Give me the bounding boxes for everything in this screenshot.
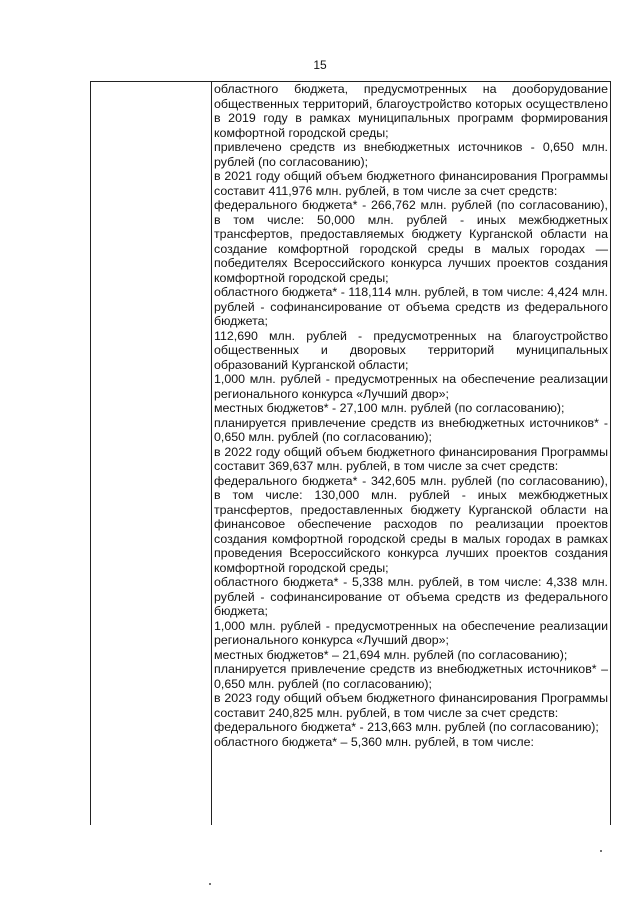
paragraph: областного бюджета* – 5,360 млн. рублей, в том числе: <box>214 734 534 749</box>
paragraph: в 2022 году общий объем бюджетного финансирования Программы составит 369,637 млн. рублей, в том числе за счет средств: <box>214 444 608 473</box>
paragraph: 1,000 млн. рублей - предусмотренных на обеспечение реализации регионального конкурса «Лучший двор»; <box>214 372 608 401</box>
paragraph: местных бюджетов* - 27,100 млн. рублей (по согласованию); <box>214 401 565 415</box>
table-left-cell <box>91 82 211 825</box>
paragraph: в 2023 году общий объем бюджетного финансирования Программы составит 240,825 млн. рублей, в том числе за счет средств: <box>214 691 608 720</box>
paragraph: местных бюджетов* – 21,694 млн. рублей (по согласованию); <box>214 647 568 662</box>
paragraph: 112,690 млн. рублей - предусмотренных на благоустройство общественных и дворовых территорий муниципальных образований Курганской области; <box>214 328 608 372</box>
table-right-cell <box>214 82 608 749</box>
paragraph: планируется привлечение средств из внебюджетных источников* - 0,650 млн. рублей (по согласованию); <box>214 415 608 444</box>
paragraph: федерального бюджета* - 342,605 млн. рублей (по согласованию), в том числе: 130,000 млн. рублей - иных межбюджетных трансфертов, предоставленных бюджету Курганской области на финансовое обеспечение расходов по реализации проектов создания комфортной городской среды в малых городах в рамках проведения Всероссийского конкурса лучших проектов создания комфортной городской среды; <box>214 473 608 575</box>
paragraph: федерального бюджета* - 266,762 млн. рублей (по согласованию), в том числе: 50,000 млн. рублей - иных межбюджетных трансфертов, предоставляемых бюджету Курганской области на создание комфортной городской среды в малых городах — победителях Всероссийского конкурса лучших проектов создания комфортной городской среды; <box>214 198 608 285</box>
scan-speck <box>600 850 602 852</box>
paragraph: 1,000 млн. рублей - предусмотренных на обеспечение реализации регионального конкурса «Лучший двор»; <box>214 618 608 647</box>
paragraph: областного бюджета* - 118,114 млн. рублей, в том числе: 4,424 млн. рублей - софинансирование от объема средств из федерального бюджета; <box>214 285 608 328</box>
paragraph: в 2021 году общий объем бюджетного финансирования Программы составит 411,976 млн. рублей, в том числе за счет средств: <box>214 169 608 198</box>
page-number: 15 <box>313 58 327 72</box>
scan-speck <box>209 883 211 885</box>
paragraph: федерального бюджета* - 213,663 млн. рублей (по согласованию); <box>214 720 599 734</box>
paragraph: областного бюджета, предусмотренных на дооборудование общественных территорий, благоустройство которых осуществлено в 2019 году в рамках муниципальных программ формирования комфортной городской среды; <box>214 82 608 140</box>
paragraph: привлечено средств из внебюджетных источников - 0,650 млн. рублей (по согласованию); <box>214 140 608 169</box>
paragraph: областного бюджета* - 5,338 млн. рублей, в том числе: 4,338 млн. рублей - софинансирование от объема средств из федерального бюджета; <box>214 575 608 618</box>
paragraph: планируется привлечение средств из внебюджетных источников* – 0,650 млн. рублей (по согласованию); <box>214 662 608 691</box>
document-table <box>90 81 611 825</box>
